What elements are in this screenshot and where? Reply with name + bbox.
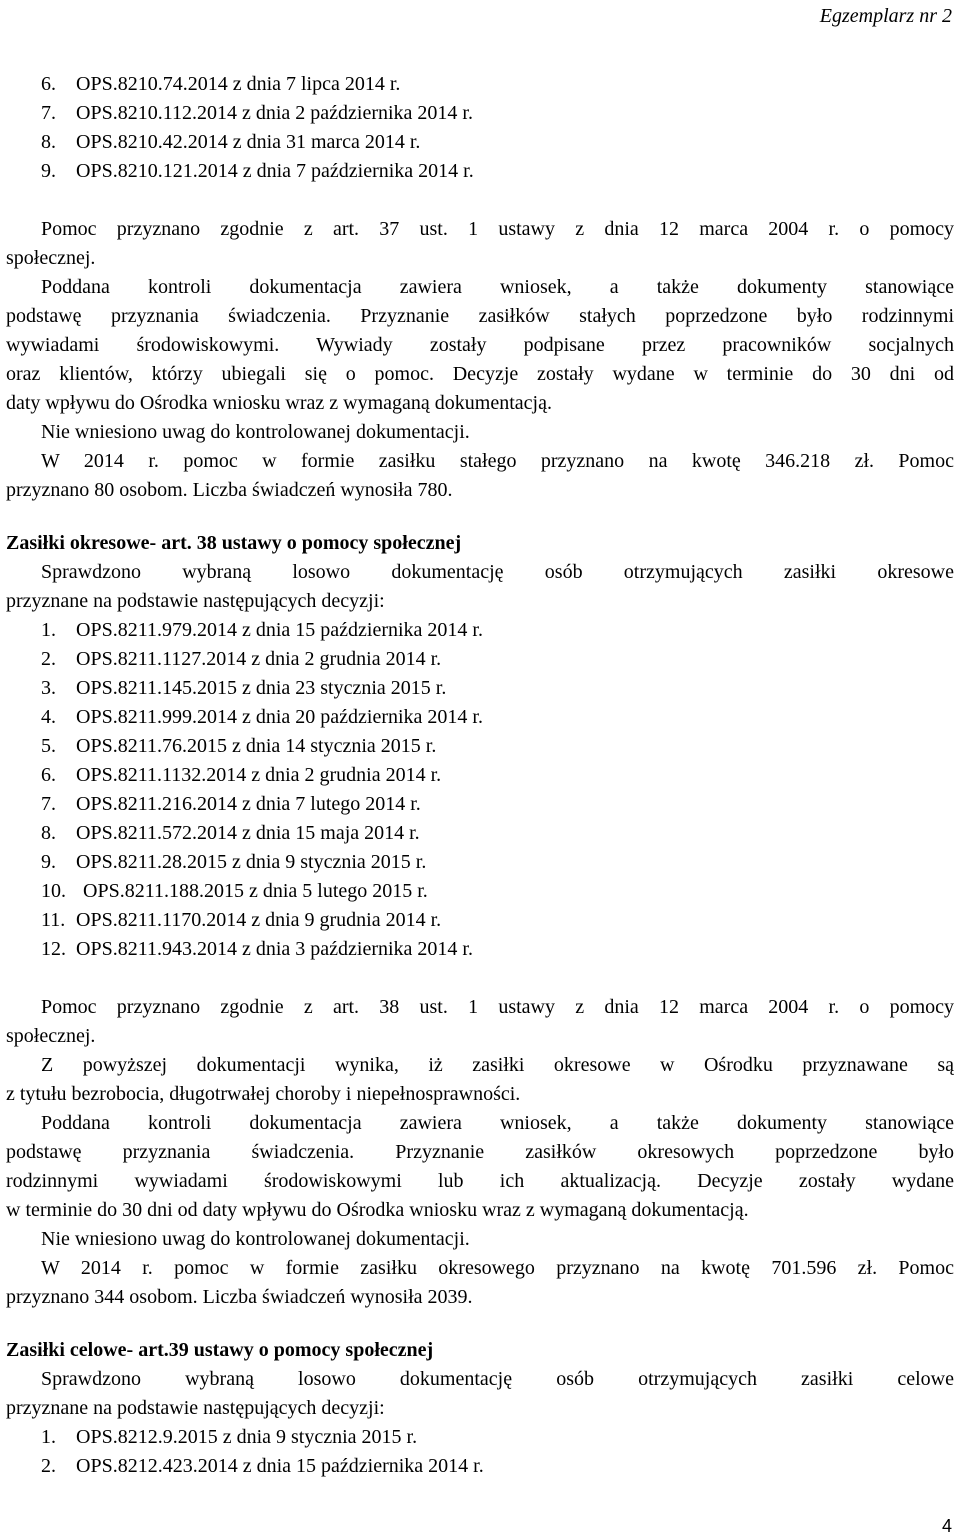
list-item [6,1423,954,1452]
spacer [6,505,954,529]
paragraph-line: przyznane na podstawie następujących decyzji: [6,1397,385,1419]
list-item-text: OPS.8211.572.2014 z dnia 15 maja 2014 r. [76,822,420,844]
paragraph-line: Nie wniesiono uwag do kontrolowanej dokumentacji. [41,421,470,443]
list-item-text: OPS.8211.1132.2014 z dnia 2 grudnia 2014 r. [76,764,442,786]
paragraph-line: Sprawdzono wybraną losowo dokumentację osób otrzymujących zasiłki celowe [41,1368,954,1390]
spacer [6,1312,954,1336]
list-item-number: 4. [41,706,56,728]
list-item-text: OPS.8211.999.2014 z dnia 20 października 2014 r. [76,706,483,728]
list-item [6,761,954,790]
list-item-number: 5. [41,735,56,757]
list-item-text: OPS.8210.74.2014 z dnia 7 lipca 2014 r. [76,73,401,95]
list-item-number: 9. [41,851,56,873]
list-item-number: 8. [41,131,56,153]
spacer [6,964,954,993]
periodic-decision-list [6,616,954,964]
paragraph-line: podstawę przyznania świadczenia. Przyznanie zasiłków stałych poprzedzone było rodzinnymi [6,305,954,327]
list-item [6,645,954,674]
paragraph-line: W 2014 r. pomoc w formie zasiłku okresowego przyznano na kwotę 701.596 zł. Pomoc [41,1257,954,1279]
list-item-number: 12. [41,938,66,960]
list-item [6,732,954,761]
paragraph-line: przyznane na podstawie następujących decyzji: [6,590,385,612]
paragraph-line: społecznej. [6,1025,96,1047]
list-item-text: OPS.8210.121.2014 z dnia 7 października 2014 r. [76,160,474,182]
list-item-text: OPS.8211.943.2014 z dnia 3 października 2014 r. [76,938,473,960]
copy-number-header: Egzemplarz nr 2 [819,5,952,27]
list-item [6,790,954,819]
list-item-number: 8. [41,822,56,844]
list-item-number: 10. [41,880,66,902]
list-item-text: OPS.8211.1170.2014 z dnia 9 grudnia 2014 r. [76,909,442,931]
list-item-text: OPS.8212.9.2015 z dnia 9 stycznia 2015 r. [76,1426,418,1448]
paragraph-line: w terminie do 30 dni od daty wpływu do Ośrodka wniosku wraz z wymaganą dokumentacją. [6,1199,749,1221]
paragraph-line: Z powyższej dokumentacji wynika, iż zasiłki okresowe w Ośrodku przyznawane są [41,1054,954,1076]
page-number: 4 [941,1516,952,1536]
list-item-number: 7. [41,102,56,124]
list-item-text: OPS.8211.979.2014 z dnia 15 października 2014 r. [76,619,483,641]
section-heading: Zasiłki celowe- art.39 ustawy o pomocy społecznej [6,1339,434,1361]
document-body [6,70,954,1481]
list-item [6,935,954,964]
list-item-number: 3. [41,677,56,699]
list-item-number: 9. [41,160,56,182]
periodic-benefits-section [6,529,954,1312]
list-item-text: OPS.8211.145.2015 z dnia 23 stycznia 2015 r. [76,677,447,699]
list-item-text: OPS.8211.28.2015 z dnia 9 stycznia 2015 r. [76,851,427,873]
list-item-text: OPS.8211.76.2015 z dnia 14 stycznia 2015 r. [76,735,437,757]
list-item-number: 7. [41,793,56,815]
list-item [6,877,954,906]
list-item [6,157,954,186]
targeted-benefits-section [6,1336,954,1481]
paragraph-line: Pomoc przyznano zgodnie z art. 37 ust. 1 ustawy z dnia 12 marca 2004 r. o pomocy [41,218,954,240]
list-item-number: 6. [41,73,56,95]
list-item [6,674,954,703]
paragraph-line: Sprawdzono wybraną losowo dokumentację osób otrzymujących zasiłki okresowe [41,561,954,583]
list-item-text: OPS.8212.423.2014 z dnia 15 października 2014 r. [76,1455,484,1477]
list-item-number: 2. [41,1455,56,1477]
list-item-text: OPS.8210.112.2014 z dnia 2 października 2014 r. [76,102,473,124]
paragraph-line: Poddana kontroli dokumentacja zawiera wniosek, a także dokumenty stanowiące [41,276,954,298]
list-item [6,616,954,645]
paragraph-line: W 2014 r. pomoc w formie zasiłku stałego przyznano na kwotę 346.218 zł. Pomoc [41,450,954,472]
list-item-text: OPS.8211.216.2014 z dnia 7 lutego 2014 r. [76,793,421,815]
list-item [6,128,954,157]
list-item-number: 1. [41,619,56,641]
list-item-text: OPS.8210.42.2014 z dnia 31 marca 2014 r. [76,131,421,153]
list-item-number: 6. [41,764,56,786]
spacer [6,186,954,215]
list-item [6,848,954,877]
list-item [6,70,954,99]
paragraph-line: społecznej. [6,247,96,269]
paragraph-line: Poddana kontroli dokumentacja zawiera wniosek, a także dokumenty stanowiące [41,1112,954,1134]
section-heading: Zasiłki okresowe- art. 38 ustawy o pomocy społecznej [6,532,462,554]
paragraph-line: oraz klientów, którzy ubiegali się o pomoc. Decyzje zostały wydane w terminie do 30 dni od [6,363,954,385]
paragraph-line: rodzinnymi wywiadami środowiskowymi lub ich aktualizacją. Decyzje zostały wydane [6,1170,954,1192]
list-item-number: 2. [41,648,56,670]
list-item [6,906,954,935]
paragraph-line: daty wpływu do Ośrodka wniosku wraz z wymaganą dokumentacją. [6,392,552,414]
permanent-benefits-summary [6,215,954,505]
list-item-number: 1. [41,1426,56,1448]
list-item [6,819,954,848]
list-item-text: OPS.8211.1127.2014 z dnia 2 grudnia 2014 r. [76,648,442,670]
decision-list-continued [6,70,954,186]
targeted-decision-list [6,1423,954,1481]
paragraph-line: z tytułu bezrobocia, długotrwałej choroby i niepełnosprawności. [6,1083,521,1105]
paragraph-line: Pomoc przyznano zgodnie z art. 38 ust. 1 ustawy z dnia 12 marca 2004 r. o pomocy [41,996,954,1018]
list-item [6,1452,954,1481]
paragraph-line: wywiadami środowiskowymi. Wywiady zostały podpisane przez pracowników socjalnych [6,334,954,356]
paragraph-line: przyznano 344 osobom. Liczba świadczeń wynosiła 2039. [6,1286,473,1308]
paragraph-line: Nie wniesiono uwag do kontrolowanej dokumentacji. [41,1228,470,1250]
list-item [6,703,954,732]
paragraph-line: przyznano 80 osobom. Liczba świadczeń wynosiła 780. [6,479,453,501]
list-item-text: OPS.8211.188.2015 z dnia 5 lutego 2015 r. [83,880,428,902]
paragraph-line: podstawę przyznania świadczenia. Przyznanie zasiłków okresowych poprzedzone było [6,1141,954,1163]
list-item-number: 11. [41,909,66,931]
list-item [6,99,954,128]
